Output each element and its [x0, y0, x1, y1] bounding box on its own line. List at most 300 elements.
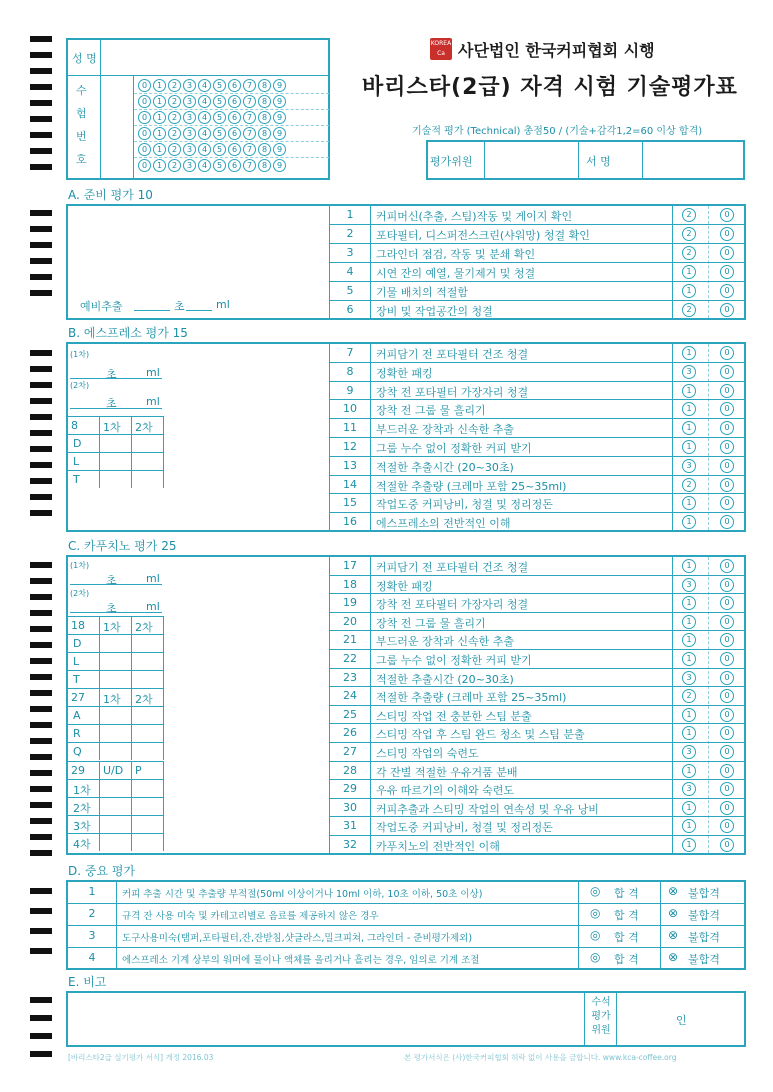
- digit-row[interactable]: [138, 143, 286, 156]
- score-bubble[interactable]: 2: [682, 208, 696, 222]
- c-second-sec: 초: [106, 602, 117, 615]
- fail-mark[interactable]: ⊗: [668, 884, 679, 898]
- timing-mark: [30, 888, 52, 894]
- zero-bubble[interactable]: 0: [720, 496, 734, 510]
- exam-no-char-3: 번: [76, 130, 87, 143]
- item-divider: [330, 742, 746, 743]
- c-grid3-col2: [131, 761, 132, 851]
- item-text: 부드러운 장착과 신속한 추출: [376, 423, 515, 437]
- item-number: 15: [343, 496, 357, 510]
- b-second-sec: 초: [106, 397, 117, 410]
- zero-bubble[interactable]: 0: [720, 745, 734, 759]
- c-grid1-top: [67, 616, 163, 617]
- zero-bubble[interactable]: 0: [720, 365, 734, 379]
- item-divider: [330, 418, 746, 419]
- timing-mark: [30, 430, 52, 436]
- item-divider: [330, 300, 746, 301]
- c-grid3-row-label: 2차: [73, 802, 91, 815]
- item-text: 스티밍 작업 후 스팀 완드 청소 및 스팀 분출: [376, 728, 585, 742]
- digit-bubble[interactable]: 7: [243, 79, 256, 92]
- c-grid2-top: [67, 688, 163, 689]
- item-divider: [330, 243, 746, 244]
- timing-mark: [30, 398, 52, 404]
- score-bubble[interactable]: 1: [682, 726, 696, 740]
- digit-bubble[interactable]: 9: [273, 95, 286, 108]
- pre-extract-ml: ml: [216, 298, 230, 311]
- zero-bubble[interactable]: 0: [720, 559, 734, 573]
- digit-bubble[interactable]: 5: [213, 79, 226, 92]
- digit-bubble[interactable]: 4: [198, 159, 211, 172]
- digit-bubble[interactable]: 6: [228, 127, 241, 140]
- item-text: 스티밍 작업의 숙련도: [376, 747, 479, 760]
- item-text: 장착 전 그룹 물 흘리기: [376, 404, 486, 418]
- item-text: 부드러운 장착과 신속한 추출: [376, 635, 515, 649]
- digit-bubble[interactable]: 5: [213, 127, 226, 140]
- digit-row[interactable]: [138, 127, 286, 140]
- zero-bubble[interactable]: 0: [720, 440, 734, 454]
- score-bubble[interactable]: 1: [682, 402, 696, 416]
- digit-bubble[interactable]: 5: [213, 143, 226, 156]
- fail-mark[interactable]: ⊗: [668, 950, 679, 964]
- item-text: 카푸치노의 전반적인 이해: [376, 840, 500, 853]
- fail-label[interactable]: 불합격: [688, 953, 720, 966]
- seal-label: 인: [676, 1014, 687, 1027]
- score-bubble[interactable]: 1: [682, 384, 696, 398]
- item-divider: [330, 705, 746, 706]
- score-bubble[interactable]: 1: [682, 421, 696, 435]
- sign-field[interactable]: [644, 142, 742, 178]
- score-bubble[interactable]: 1: [682, 559, 696, 573]
- d-item-text: 규격 잔 사용 미숙 및 카테고리별로 음료를 제공하지 않은 경우: [122, 911, 379, 922]
- item-divider: [330, 779, 746, 780]
- chief-evaluator-label: 수석 평가 위원: [591, 997, 611, 1036]
- timing-mark: [30, 84, 52, 90]
- score-bubble[interactable]: 3: [682, 745, 696, 759]
- item-text: 기물 배치의 적절함: [376, 286, 469, 299]
- digit-bubble[interactable]: 3: [183, 127, 196, 140]
- score-bubble[interactable]: 1: [682, 596, 696, 610]
- c-grid2-row-label: A: [73, 709, 81, 722]
- c-grid1-row-line: [67, 634, 163, 635]
- digit-bubble[interactable]: 1: [153, 79, 166, 92]
- score-bubble[interactable]: 1: [682, 496, 696, 510]
- item-number: 27: [343, 745, 357, 758]
- item-divider: [330, 835, 746, 836]
- digit-bubble[interactable]: 1: [153, 95, 166, 108]
- item-number: 8: [346, 364, 354, 378]
- item-text: 장착 전 포타필터 가장자리 청결: [376, 598, 529, 612]
- timing-mark: [30, 478, 52, 484]
- digit-bubble[interactable]: 8: [258, 111, 271, 124]
- item-text: 적절한 추출량 (크레마 포함 25~35ml): [376, 479, 567, 493]
- item-number: 25: [343, 707, 357, 721]
- b-grid-row-label: L: [73, 455, 80, 468]
- b-second-ml: ml: [146, 395, 160, 408]
- item-text: 적절한 추출시간 (20~30초): [376, 672, 514, 686]
- zero-bubble[interactable]: 0: [720, 402, 734, 416]
- item-text: 커피추출과 스티밍 작업의 연속성 및 우유 낭비: [376, 802, 599, 816]
- item-number: 7: [346, 346, 354, 359]
- item-divider: [330, 362, 746, 363]
- digit-bubble[interactable]: 3: [183, 95, 196, 108]
- digit-bubble[interactable]: 1: [153, 111, 166, 124]
- c-second-ml: ml: [146, 600, 160, 613]
- fail-mark[interactable]: ⊗: [668, 906, 679, 920]
- c-grid3-head: P: [135, 764, 142, 777]
- timing-mark: [30, 68, 52, 74]
- score-bubble[interactable]: 2: [682, 689, 696, 703]
- header-subtitle: 기술적 평가 (Technical) 총점50 / (기술+감각1,2=60 이상 합격): [412, 126, 703, 137]
- fail-label[interactable]: 불합격: [688, 887, 720, 900]
- c-grid1-head: 2차: [135, 621, 153, 634]
- digit-bubble[interactable]: 3: [183, 79, 196, 92]
- c-grid2-row-line: [67, 724, 163, 725]
- digit-row-divider: [134, 109, 329, 110]
- score-bubble[interactable]: 2: [682, 246, 696, 260]
- zero-bubble[interactable]: 0: [720, 801, 734, 815]
- zero-bubble[interactable]: 0: [720, 515, 734, 529]
- zero-bubble[interactable]: 0: [720, 652, 734, 666]
- digit-bubble[interactable]: 3: [183, 159, 196, 172]
- zero-bubble[interactable]: 0: [720, 227, 734, 241]
- timing-mark: [30, 382, 52, 388]
- timing-mark: [30, 116, 52, 122]
- score-bubble[interactable]: 3: [682, 671, 696, 685]
- score-bubble[interactable]: 1: [682, 440, 696, 454]
- digit-bubble[interactable]: 9: [273, 143, 286, 156]
- digit-bubble[interactable]: 2: [168, 159, 181, 172]
- digit-bubble[interactable]: 7: [243, 159, 256, 172]
- zero-bubble[interactable]: 0: [720, 265, 734, 279]
- digit-bubble[interactable]: 8: [258, 159, 271, 172]
- timing-mark: [30, 242, 52, 248]
- digit-bubble[interactable]: 6: [228, 111, 241, 124]
- item-divider: [330, 512, 746, 513]
- pass-mark[interactable]: ◎: [590, 884, 601, 898]
- item-number: 23: [343, 670, 357, 684]
- item-number: 13: [343, 458, 357, 472]
- zero-bubble[interactable]: 0: [720, 478, 734, 492]
- digit-bubble[interactable]: 2: [168, 111, 181, 124]
- item-divider: [330, 686, 746, 687]
- digit-bubble[interactable]: 3: [183, 111, 196, 124]
- item-number: 11: [343, 421, 357, 435]
- c-grid3-row-line: [67, 815, 163, 816]
- pre-extract-sec: 초: [174, 300, 185, 313]
- item-divider: [330, 593, 746, 594]
- org-name: 사단법인 한국커피협회 시행: [458, 41, 655, 60]
- digit-bubble[interactable]: 8: [258, 79, 271, 92]
- timing-mark: [30, 132, 52, 138]
- zero-bubble[interactable]: 0: [720, 633, 734, 647]
- pass-label[interactable]: 합 격: [614, 909, 639, 922]
- item-number: 10: [343, 402, 357, 416]
- item-number: 32: [343, 838, 357, 851]
- digit-bubble[interactable]: 0: [138, 79, 151, 92]
- item-number: 9: [346, 383, 354, 397]
- c-grid3-row-line: [67, 797, 163, 798]
- pre-extract-label: 예비추출: [80, 300, 123, 313]
- digit-bubble[interactable]: 6: [228, 143, 241, 156]
- item-number: 3: [346, 246, 354, 259]
- item-number: 24: [343, 689, 357, 703]
- digit-bubble[interactable]: 0: [138, 143, 151, 156]
- zero-bubble[interactable]: 0: [720, 303, 734, 317]
- c-grid2-row-label: R: [73, 727, 81, 740]
- pass-mark[interactable]: ◎: [590, 906, 601, 920]
- fail-label[interactable]: 불합격: [688, 909, 720, 922]
- digit-bubble[interactable]: 3: [183, 143, 196, 156]
- timing-mark: [30, 690, 52, 696]
- kca-logo: [430, 38, 452, 60]
- item-text: 에스프레소의 전반적인 이해: [376, 517, 511, 531]
- footer-right: 본 평가서식은 (사)한국커피협회 허락 없이 사용을 금합니다. www.kca-coffee.org: [404, 1053, 677, 1062]
- item-divider: [330, 493, 746, 494]
- score-bubble[interactable]: 2: [682, 227, 696, 241]
- zero-bubble[interactable]: 0: [720, 596, 734, 610]
- item-text: 적절한 추출시간 (20~30초): [376, 460, 514, 474]
- digit-bubble[interactable]: 4: [198, 127, 211, 140]
- zero-bubble[interactable]: 0: [720, 284, 734, 298]
- item-text: 작업도중 커피낭비, 청결 및 정리정돈: [376, 821, 553, 835]
- pass-label[interactable]: 합 격: [614, 931, 639, 944]
- item-text: 장착 전 포타필터 가장자리 청결: [376, 385, 529, 399]
- digit-bubble[interactable]: 6: [228, 79, 241, 92]
- digit-bubble[interactable]: 1: [153, 143, 166, 156]
- b-first-label: (1차): [70, 350, 90, 359]
- item-divider: [330, 575, 746, 576]
- timing-mark: [30, 754, 52, 760]
- item-divider: [330, 456, 746, 457]
- timing-mark: [30, 510, 52, 516]
- score-bubble[interactable]: 1: [682, 708, 696, 722]
- c-grid3-row-line: [67, 779, 163, 780]
- score-bubble[interactable]: 1: [682, 838, 696, 852]
- digit-bubble[interactable]: 0: [138, 111, 151, 124]
- item-divider: [330, 668, 746, 669]
- digit-bubble[interactable]: 4: [198, 79, 211, 92]
- item-text: 각 잔별 적절한 우유거품 분배: [376, 765, 518, 779]
- digit-row-divider: [134, 93, 329, 94]
- c-grid2-row-line: [67, 706, 163, 707]
- fail-label[interactable]: 불합격: [688, 931, 720, 944]
- digit-bubble[interactable]: 0: [138, 95, 151, 108]
- item-text: 우유 따르기의 이해와 숙련도: [376, 784, 515, 798]
- item-divider: [330, 649, 746, 650]
- c-second-label: (2차): [70, 589, 90, 598]
- digit-bubble[interactable]: 0: [138, 159, 151, 172]
- zero-bubble[interactable]: 0: [720, 421, 734, 435]
- digit-bubble[interactable]: 7: [243, 95, 256, 108]
- pass-label[interactable]: 합 격: [614, 887, 639, 900]
- c-first-ml: ml: [146, 572, 160, 585]
- timing-mark: [30, 818, 52, 824]
- score-bubble[interactable]: 1: [682, 652, 696, 666]
- digit-bubble[interactable]: 8: [258, 143, 271, 156]
- digit-bubble[interactable]: 7: [243, 127, 256, 140]
- footer-left: [바리스타2급 실기평가 서식] 개정 2016.03: [68, 1053, 214, 1062]
- item-text: 장비 및 작업공간의 청결: [376, 305, 493, 318]
- zero-bubble[interactable]: 0: [720, 819, 734, 833]
- b-grid-row-line: [67, 434, 163, 435]
- digit-bubble[interactable]: 5: [213, 111, 226, 124]
- c-grid1-row-line: [67, 652, 163, 653]
- zero-bubble[interactable]: 0: [720, 764, 734, 778]
- pass-mark[interactable]: ◎: [590, 928, 601, 942]
- digit-bubble[interactable]: 1: [153, 127, 166, 140]
- score-bubble[interactable]: 1: [682, 633, 696, 647]
- item-number: 16: [343, 515, 357, 529]
- section-d-title: D. 중요 평가: [68, 864, 136, 878]
- item-number: 14: [343, 477, 357, 491]
- digit-bubble[interactable]: 2: [168, 95, 181, 108]
- digit-bubble[interactable]: 5: [213, 95, 226, 108]
- digit-bubble[interactable]: 9: [273, 79, 286, 92]
- item-text: 시연 잔의 예열, 물기제거 및 청결: [376, 267, 536, 280]
- score-bubble[interactable]: 3: [682, 782, 696, 796]
- d-item-number: 4: [88, 951, 96, 964]
- digit-row[interactable]: [138, 79, 286, 92]
- b-grid-row-label: T: [73, 473, 80, 486]
- zero-bubble[interactable]: 0: [720, 246, 734, 260]
- digit-bubble[interactable]: 6: [228, 159, 241, 172]
- page-title: 바리스타(2급) 자격 시험 기술평가표: [362, 75, 738, 100]
- timing-mark: [30, 446, 52, 452]
- section-e-title: E. 비고: [68, 975, 107, 989]
- evaluator-field[interactable]: [486, 142, 576, 178]
- name-label: 성 명: [72, 52, 97, 65]
- d-item-number: 2: [88, 907, 96, 920]
- item-text: 커피담기 전 포타필터 건조 청결: [376, 348, 529, 361]
- score-bubble[interactable]: 3: [682, 365, 696, 379]
- digit-bubble[interactable]: 4: [198, 95, 211, 108]
- d-item-number: 1: [88, 885, 96, 898]
- item-text: 그룹 누수 없이 정확한 커피 받기: [376, 442, 532, 455]
- item-divider: [330, 381, 746, 382]
- score-bubble[interactable]: 2: [682, 478, 696, 492]
- score-bubble[interactable]: 2: [682, 303, 696, 317]
- digit-bubble[interactable]: 4: [198, 143, 211, 156]
- zero-bubble[interactable]: 0: [720, 726, 734, 740]
- digit-bubble[interactable]: 0: [138, 127, 151, 140]
- score-bubble[interactable]: 1: [682, 515, 696, 529]
- b-grid-head: 8: [71, 419, 78, 432]
- digit-bubble[interactable]: 9: [273, 159, 286, 172]
- timing-mark: [30, 626, 52, 632]
- zero-bubble[interactable]: 0: [720, 689, 734, 703]
- digit-bubble[interactable]: 7: [243, 111, 256, 124]
- digit-bubble[interactable]: 6: [228, 95, 241, 108]
- digit-bubble[interactable]: 2: [168, 79, 181, 92]
- section-b-title: B. 에스프레소 평가 15: [68, 326, 188, 340]
- name-field[interactable]: [102, 40, 328, 74]
- digit-row[interactable]: [138, 111, 286, 124]
- score-bubble[interactable]: 1: [682, 801, 696, 815]
- exam-no-char-2: 험: [76, 107, 87, 120]
- score-bubble[interactable]: 1: [682, 265, 696, 279]
- b-grid-head: 2차: [135, 421, 153, 434]
- digit-bubble[interactable]: 2: [168, 127, 181, 140]
- item-divider: [330, 437, 746, 438]
- digit-bubble[interactable]: 9: [273, 111, 286, 124]
- zero-bubble[interactable]: 0: [720, 208, 734, 222]
- item-text: 정확한 패킹: [376, 366, 433, 380]
- digit-bubble[interactable]: 2: [168, 143, 181, 156]
- zero-bubble[interactable]: 0: [720, 615, 734, 629]
- zero-bubble[interactable]: 0: [720, 578, 734, 592]
- item-divider: [330, 723, 746, 724]
- zero-bubble[interactable]: 0: [720, 782, 734, 796]
- digit-bubble[interactable]: 7: [243, 143, 256, 156]
- digit-bubble[interactable]: 9: [273, 127, 286, 140]
- score-bubble[interactable]: 3: [682, 459, 696, 473]
- score-bubble[interactable]: 1: [682, 615, 696, 629]
- item-text: 커피머신(추출, 스팀)작동 및 게이지 확인: [376, 210, 573, 223]
- timing-mark: [30, 997, 52, 1003]
- digit-row-divider: [134, 157, 329, 158]
- timing-mark: [30, 802, 52, 808]
- timing-mark: [30, 642, 52, 648]
- score-bubble[interactable]: 3: [682, 578, 696, 592]
- item-text: 포타필터, 디스퍼전스크린(샤워망) 청결 확인: [376, 229, 590, 242]
- score-bubble[interactable]: 1: [682, 284, 696, 298]
- c-grid1-right: [163, 616, 164, 688]
- c-grid3-head: U/D: [103, 764, 124, 777]
- b-grid-right: [163, 416, 164, 488]
- item-number: 17: [343, 559, 357, 572]
- digit-row[interactable]: [138, 159, 286, 172]
- digit-bubble[interactable]: 8: [258, 95, 271, 108]
- d-item-text: 커피 추출 시간 및 추출량 부적절(50ml 이상이거나 10ml 이하, 10초 이하, 50초 이상): [122, 889, 483, 900]
- item-number: 28: [343, 763, 357, 777]
- item-number: 12: [343, 440, 357, 453]
- remarks-field[interactable]: [68, 993, 582, 1045]
- digit-row-divider: [134, 141, 329, 142]
- pass-label[interactable]: 합 격: [614, 953, 639, 966]
- digit-bubble[interactable]: 8: [258, 127, 271, 140]
- zero-bubble[interactable]: 0: [720, 708, 734, 722]
- zero-bubble[interactable]: 0: [720, 346, 734, 360]
- item-divider: [330, 475, 746, 476]
- timing-mark: [30, 1033, 52, 1039]
- zero-bubble[interactable]: 0: [720, 671, 734, 685]
- zero-bubble[interactable]: 0: [720, 838, 734, 852]
- zero-bubble[interactable]: 0: [720, 384, 734, 398]
- timing-mark: [30, 948, 52, 954]
- b-grid-row-line: [67, 452, 163, 453]
- score-bubble[interactable]: 1: [682, 819, 696, 833]
- pass-mark[interactable]: ◎: [590, 950, 601, 964]
- section-a-title: A. 준비 평가 10: [68, 188, 153, 202]
- item-divider: [330, 630, 746, 631]
- digit-row[interactable]: [138, 95, 286, 108]
- score-bubble[interactable]: 1: [682, 346, 696, 360]
- timing-mark: [30, 786, 52, 792]
- timing-mark: [30, 594, 52, 600]
- fail-mark[interactable]: ⊗: [668, 928, 679, 942]
- item-divider: [330, 798, 746, 799]
- timing-mark: [30, 274, 52, 280]
- c-grid1-row-label: D: [73, 637, 82, 650]
- digit-bubble[interactable]: 5: [213, 159, 226, 172]
- item-text: 작업도중 커피낭비, 청결 및 정리정돈: [376, 498, 553, 512]
- c-grid3-right: [163, 761, 164, 851]
- item-divider: [330, 816, 746, 817]
- digit-bubble[interactable]: 1: [153, 159, 166, 172]
- zero-bubble[interactable]: 0: [720, 459, 734, 473]
- score-bubble[interactable]: 1: [682, 764, 696, 778]
- digit-bubble[interactable]: 4: [198, 111, 211, 124]
